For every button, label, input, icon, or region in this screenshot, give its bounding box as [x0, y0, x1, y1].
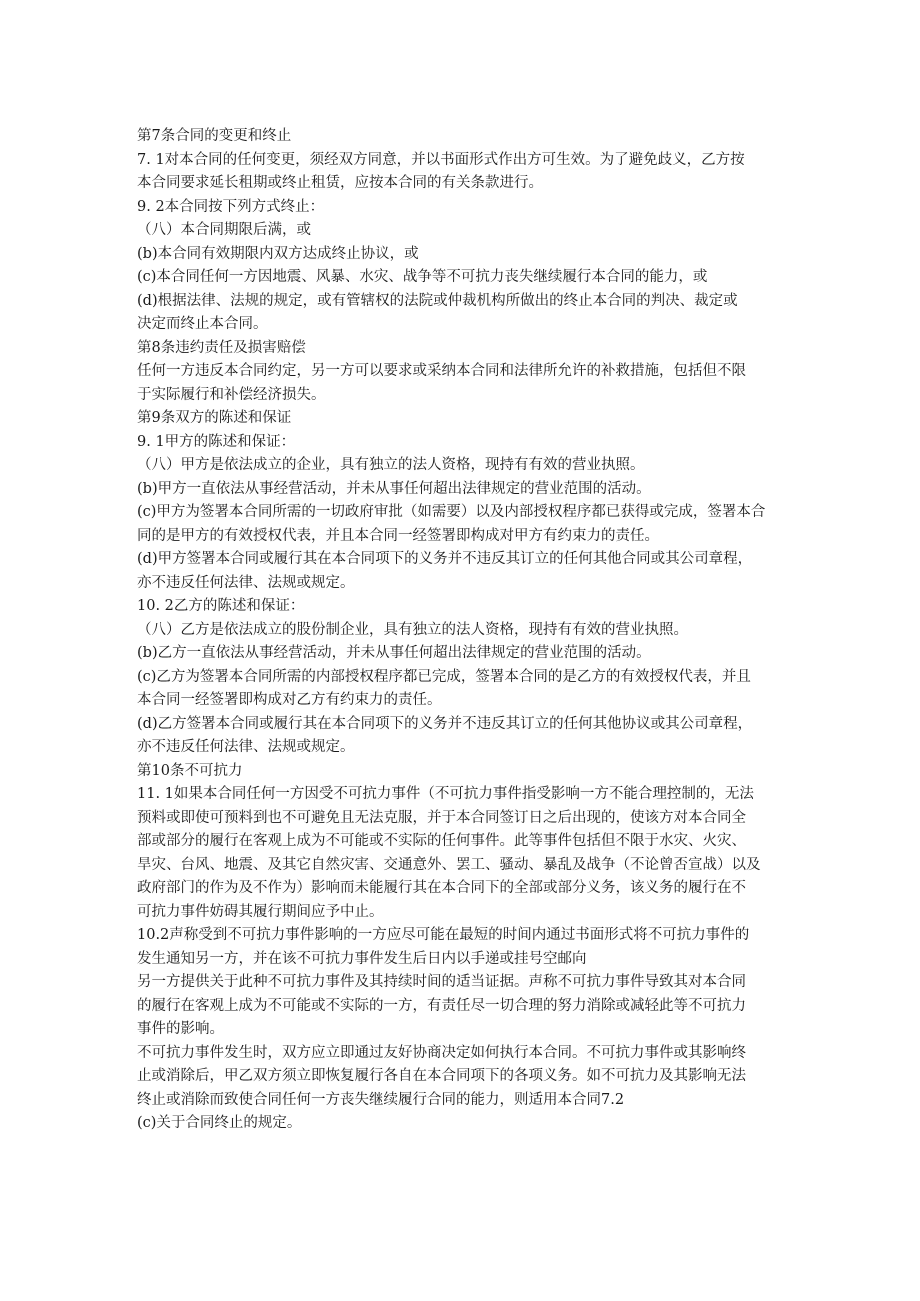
- text-line: 11. 1如果本合同任何一方因受不可抗力事件（不可抗力事件指受影响一方不能合理控制的，无法: [137, 786, 754, 802]
- text-line: 可抗力事件妨碍其履行期间应予中止。: [137, 903, 384, 920]
- text-line: 9. 1甲方的陈述和保证：: [137, 433, 296, 450]
- text-line: （八）本合同期限后满，或: [137, 222, 311, 238]
- text-line: 部或部分的履行在客观上成为不可能或不实际的任何事件。此等事件包括但不限于水灾、火灾、: [137, 833, 746, 849]
- text-line: 9. 2本合同按下列方式终止：: [137, 198, 325, 215]
- text-line: (d)甲方签署本合同或履行其在本合同项下的义务并不违反其订立的任何其他合同或其公司章程，: [137, 551, 753, 567]
- text-line: (b)本合同有效期限内双方达成终止协议，或: [137, 245, 419, 262]
- text-line: 不可抗力事件发生时，双方应立即通过友好协商决定如何执行本合同。不可抗力事件或其影响终: [137, 1044, 746, 1061]
- text-line: 同的是甲方的有效授权代表，并且本合同一经签署即构成对甲方有约束力的责任。: [137, 527, 659, 544]
- text-line: 亦不违反任何法律、法规或规定。: [137, 739, 355, 755]
- text-line: 第10条不可抗力: [137, 762, 243, 779]
- text-line: 另一方提供关于此种不可抗力事件及其持续时间的适当证据。声称不可抗力事件导致其对本合同: [137, 974, 746, 990]
- text-line: 10. 2乙方的陈述和保证：: [137, 598, 305, 614]
- text-line: 旱灾、台风、地震、及其它自然灾害、交通意外、罢工、骚动、暴乱及战争（不论曾否宣战）以及: [137, 856, 761, 873]
- text-line: 于实际履行和补偿经济损失。: [137, 386, 326, 403]
- text-line: (c)本合同任何一方因地震、风暴、水灾、战争等不可抗力丧失继续履行本合同的能力，或: [137, 269, 708, 285]
- text-line: (c)甲方为签署本合同所需的一切政府审批（如需要）以及内部授权程序都已获得或完成，签署本合: [137, 504, 766, 520]
- text-line: 决定而终止本合同。: [137, 316, 268, 332]
- text-line: 本合同要求延长租期或终止租赁，应按本合同的有关条款进行。: [137, 175, 543, 191]
- text-line: 第7条合同的变更和终止: [137, 128, 292, 144]
- text-line: 第9条双方的陈述和保证: [137, 410, 292, 426]
- text-line: 发生通知另一方，并在该不可抗力事件发生后日内以手递或挂号空邮向: [137, 950, 587, 967]
- text-line: (c)关于合同终止的规定。: [137, 1115, 302, 1131]
- text-line: (b)甲方一直依法从事经营活动，并未从事任何超出法律规定的营业范围的活动。: [137, 480, 651, 497]
- text-line: 7. 1对本合同的任何变更，须经双方同意，并以书面形式作出方可生效。为了避免歧义，乙方按: [137, 151, 745, 168]
- document-body: [137, 125, 787, 1136]
- text-line: （八）甲方是依法成立的企业，具有独立的法人资格，现持有有效的营业执照。: [137, 457, 645, 473]
- text-line: 政府部门的作为及不作为）影响而未能履行其在本合同下的全部或部分义务，该义务的履行在不: [137, 880, 746, 896]
- text-line: (d)乙方签署本合同或履行其在本合同项下的义务并不违反其订立的任何其他协议或其公司章程，: [137, 715, 753, 732]
- text-line: 事件的影响。: [137, 1021, 224, 1037]
- text-line: (c)乙方为签署本合同所需的内部授权程序都已完成，签署本合同的是乙方的有效授权代表，并且: [137, 668, 751, 685]
- text-line: 任何一方违反本合同约定，另一方可以要求或采纳本合同和法律所允许的补救措施，包括但不限: [137, 363, 746, 379]
- text-line: 止或消除后，甲乙双方须立即恢复履行各自在本合同项下的各项义务。如不可抗力及其影响无法: [137, 1068, 746, 1084]
- text-line: (d)根据法律、法规的规定，或有管辖权的法院或仲裁机构所做出的终止本合同的判决、裁定或: [137, 292, 738, 309]
- text-line: (b)乙方一直依法从事经营活动，并未从事任何超出法律规定的营业范围的活动。: [137, 645, 651, 661]
- text-line: 10.2声称受到不可抗力事件影响的一方应尽可能在最短的时间内通过书面形式将不可抗力事件的: [137, 927, 750, 943]
- text-line: 终止或消除而致使合同任何一方丧失继续履行合同的能力，则适用本合同7.2: [137, 1091, 625, 1108]
- text-line: 本合同一经签署即构成对乙方有约束力的责任。: [137, 692, 442, 708]
- text-line: 的履行在客观上成为不可能或不实际的一方，有责任尽一切合理的努力消除或减轻此等不可抗力: [137, 997, 746, 1014]
- text-line: （八）乙方是依法成立的股份制企业，具有独立的法人资格，现持有有效的营业执照。: [137, 621, 688, 638]
- text-line: 亦不违反任何法律、法规或规定。: [137, 574, 355, 591]
- text-line: 第8条违约责任及损害赔偿: [137, 339, 306, 356]
- text-line: 预料或即使可预料到也不可避免且无法克服，并于本合同签订日之后出现的，使该方对本合同全: [137, 809, 746, 826]
